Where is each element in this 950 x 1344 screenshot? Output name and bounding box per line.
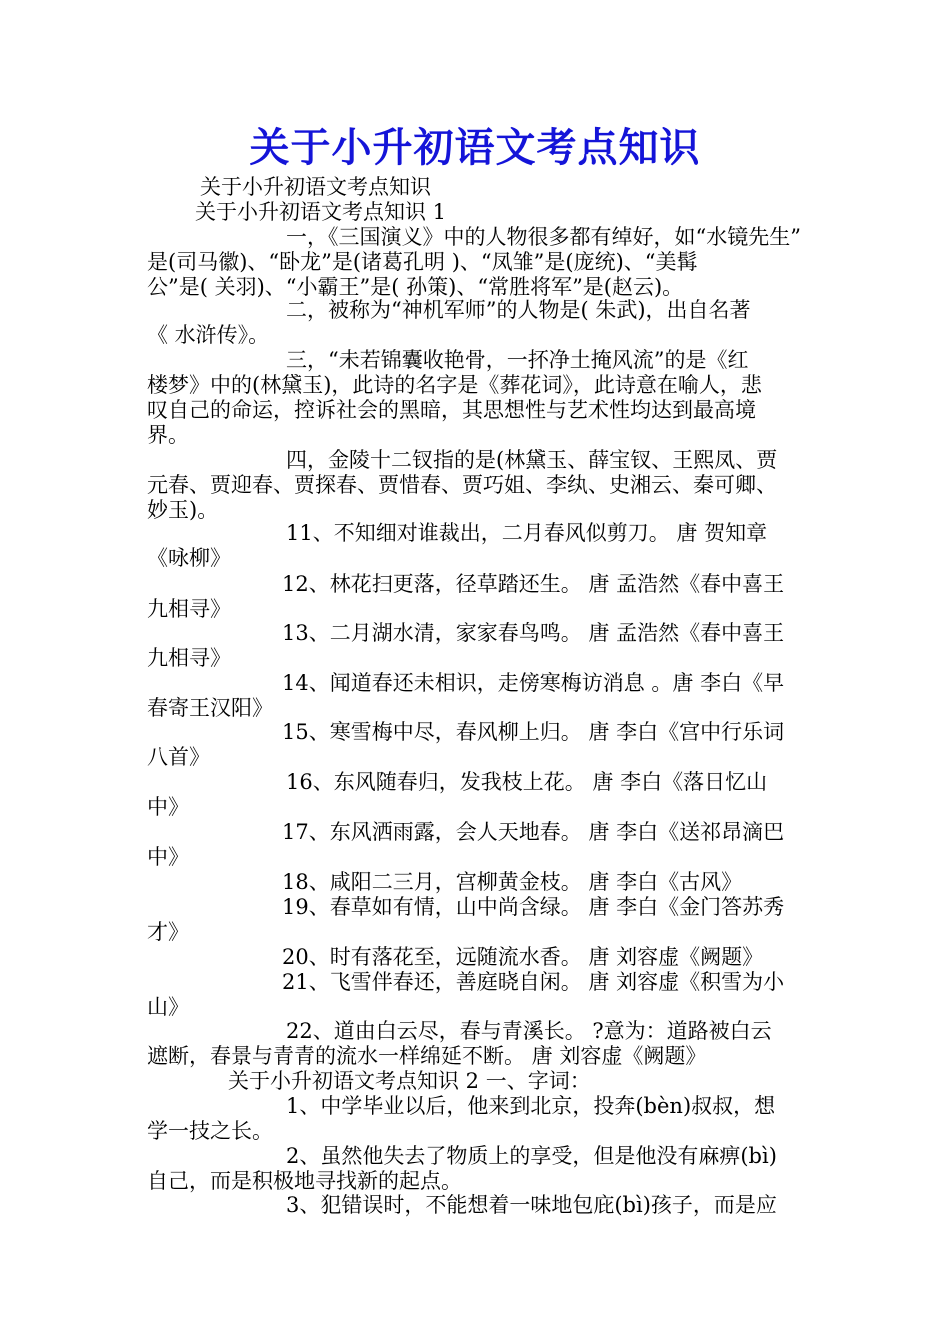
text-line: 12、林花扫更落，径草踏还生。 唐 孟浩然《春中喜王 (282, 572, 785, 596)
text-line: 山》 (147, 995, 189, 1019)
text-line: 学一技之长。 (147, 1119, 273, 1143)
text-line: 14、闻道春还未相识，走傍寒梅访消息 。唐 李白《早 (282, 671, 785, 695)
text-line: 九相寻》 (147, 597, 231, 621)
text-line: 三，“未若锦囊收艳骨，一抔净土掩风流”的是《红 (286, 348, 749, 372)
text-line: 20、时有落花至，远随流水香。 唐 刘容虚《阙题》 (282, 945, 764, 969)
text-line: 一，《三国演义》中的人物很多都有绰好，如“水镜先生” (286, 225, 801, 249)
text-line: 中》 (147, 845, 189, 869)
text-line: 《咏柳》 (147, 546, 231, 570)
text-line: 21、飞雪伴春还，善庭晓自闲。 唐 刘容虚《积雪为小 (282, 970, 785, 994)
text-line: 关于小升初语文考点知识 1 (195, 200, 447, 224)
text-line: 中》 (147, 795, 189, 819)
text-line: 11、不知细对谁裁出，二月春风似剪刀。 唐 贺知章 (286, 521, 768, 545)
text-line: 13、二月湖水清，家家春鸟鸣。 唐 孟浩然《春中喜王 (282, 621, 785, 645)
text-line: 17、东风洒雨露，会人天地春。 唐 李白《送祁昂滴巴 (282, 820, 785, 844)
text-line: 四，金陵十二钗指的是(林黛玉、薛宝钗、王熙凤、贾 (286, 448, 778, 472)
text-line: 元春、贾迎春、贾探春、贾惜春、贾巧姐、李纨、史湘云、秦可卿、 (147, 473, 777, 497)
text-line: 公”是( 关羽)、“小霸王”是( 孙策)、“常胜将军”是(赵云)。 (147, 275, 684, 299)
text-line: 15、寒雪梅中尽，春风柳上归。 唐 李白《宫中行乐词 (282, 720, 785, 744)
text-line: 《 水浒传》。 (147, 323, 270, 347)
text-line: 妙玉)。 (147, 498, 219, 522)
text-line: 16、东风随春归，发我枝上花。 唐 李白《落日忆山 (286, 770, 768, 794)
text-line: 关于小升初语文考点知识 2 一、字词： (228, 1069, 591, 1093)
text-line: 遮断，春景与青青的流水一样绵延不断。 唐 刘容虚《阙题》 (147, 1044, 707, 1068)
text-line: 八首》 (147, 745, 210, 769)
text-line: 关于小升初语文考点知识 (200, 175, 431, 199)
document-title: 关于小升初语文考点知识 (249, 125, 701, 171)
text-line: 19、春草如有情，山中尚含绿。 唐 李白《金门答苏秀 (282, 895, 785, 919)
text-line: 楼梦》中的(林黛玉)，此诗的名字是《葬花词》，此诗意在喻人，悲 (147, 373, 762, 397)
text-line: 1、中学毕业以后，他来到北京，投奔(bèn)叔叔，想 (286, 1094, 776, 1118)
text-line: 才》 (147, 920, 189, 944)
text-line: 二，被称为“神机军师”的人物是( 朱武)，出自名著 (286, 298, 751, 322)
text-line: 2、虽然他失去了物质上的享受，但是他没有麻痹(bì) (286, 1144, 777, 1168)
text-line: 界。 (147, 423, 189, 447)
text-line: 九相寻》 (147, 646, 231, 670)
text-line: 是(司马徽)、“卧龙”是(诸葛孔明 )、“凤雏”是(庞统)、“美髯 (147, 250, 698, 274)
text-line: 18、咸阳二三月，宫柳黄金枝。 唐 李白《古风》 (282, 870, 743, 894)
text-line: 22、道由白云尽，春与青溪长。 ?意为：道路被白云 (286, 1019, 772, 1043)
text-line: 自己，而是积极地寻找新的起点。 (147, 1169, 462, 1193)
text-line: 春寄王汉阳》 (147, 696, 273, 720)
text-line: 3、犯错误时，不能想着一味地包庇(bì)孩子，而是应 (286, 1193, 777, 1217)
text-line: 叹自己的命运，控诉社会的黑暗，其思想性与艺术性均达到最高境 (147, 398, 756, 422)
